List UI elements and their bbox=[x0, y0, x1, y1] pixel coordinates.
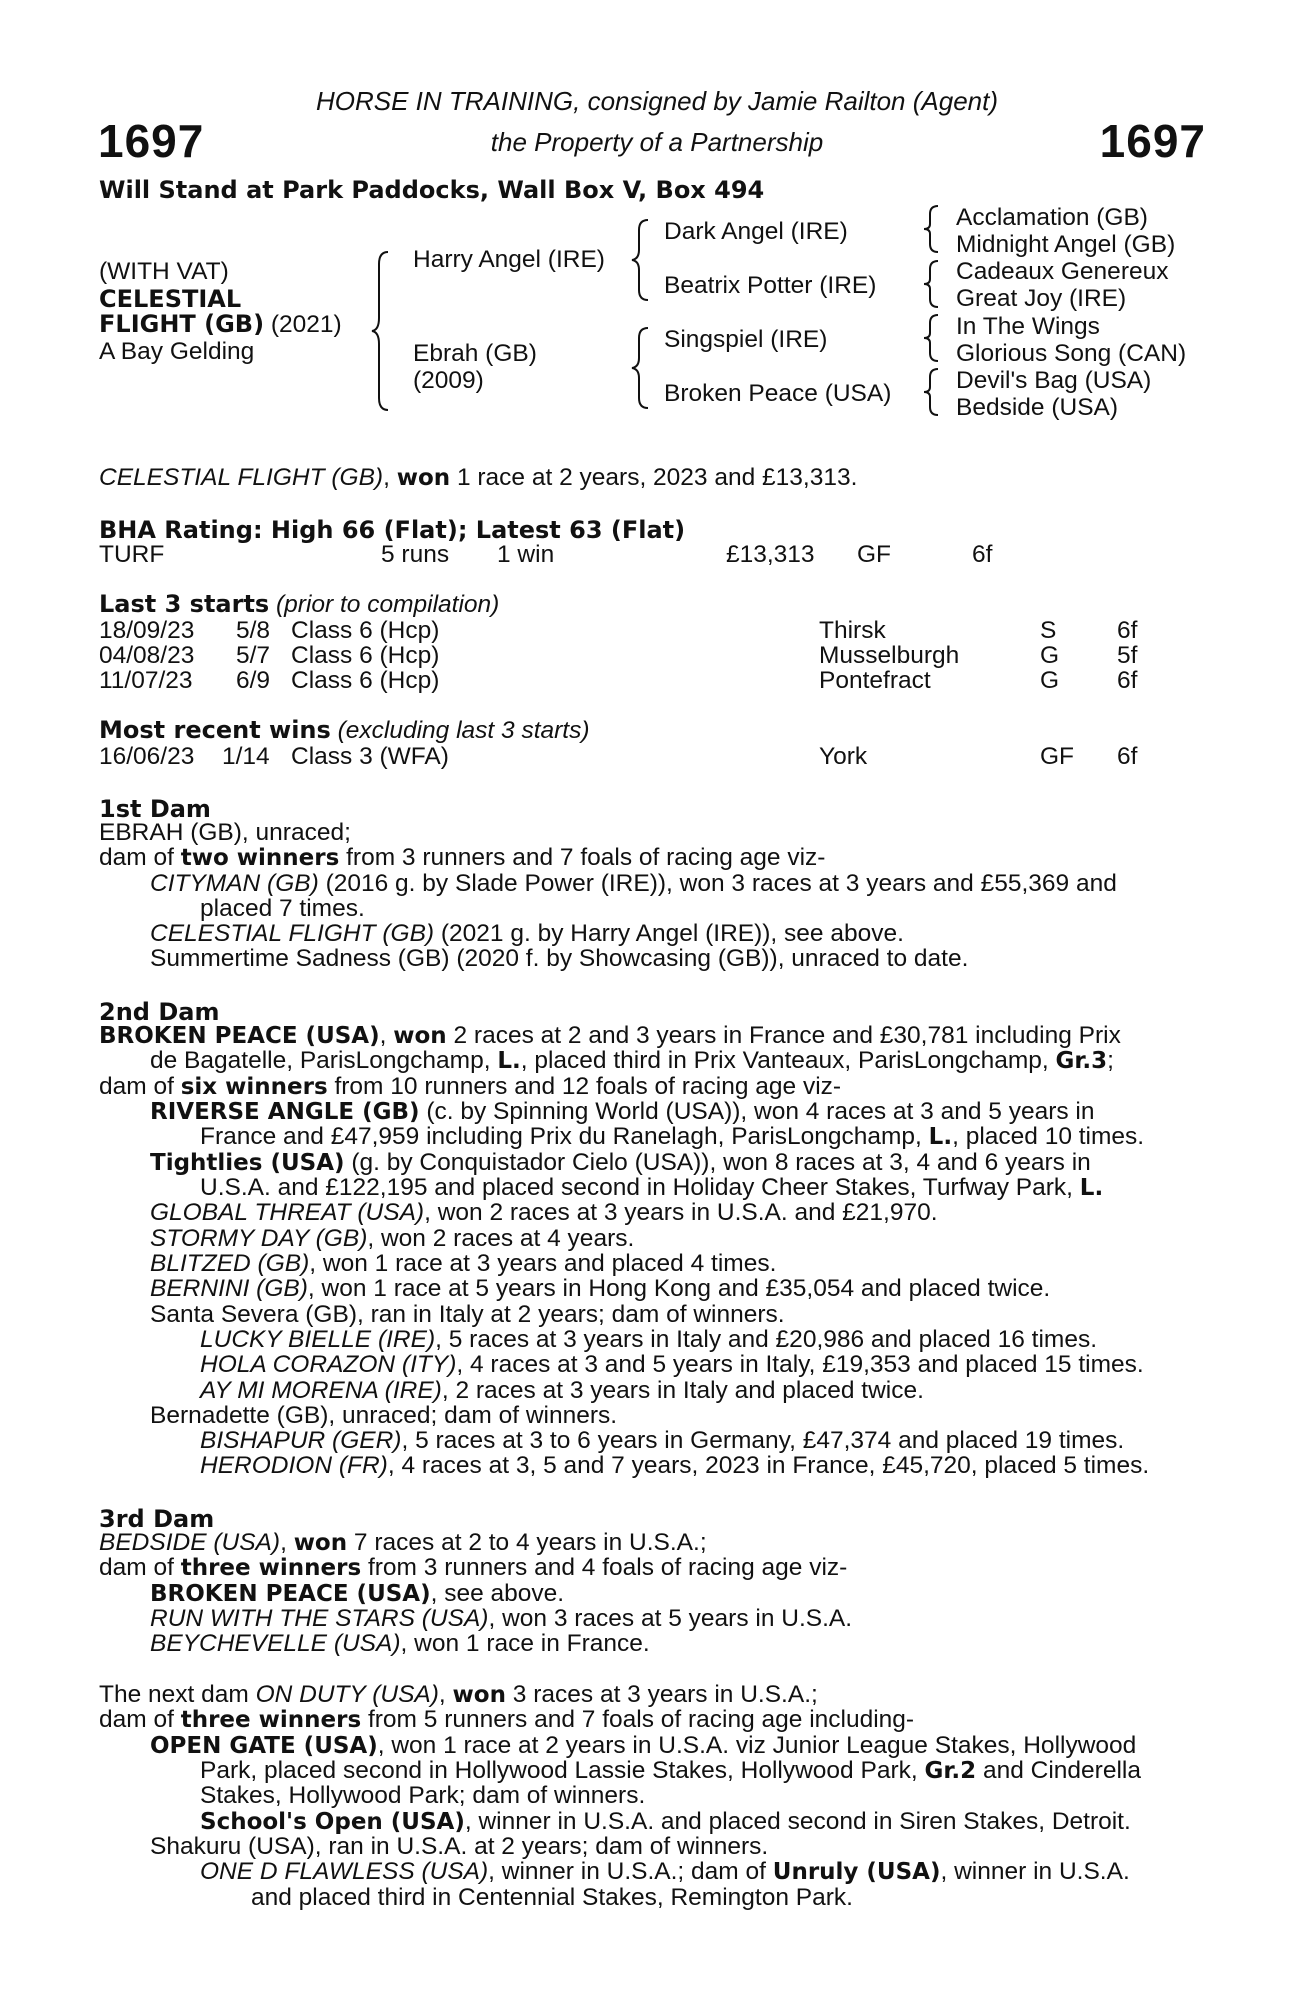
text-run: RUN WITH THE STARS (USA) bbox=[150, 1605, 489, 1632]
text-run: (2016 g. by Slade Power (IRE)), won 3 races at 3 years and £55,369 and bbox=[318, 870, 1117, 897]
dam3-line bbox=[99, 1555, 847, 1582]
nextdam-line: Shakuru (USA), ran in U.S.A. at 2 years; dam of winners. bbox=[150, 1833, 769, 1860]
text-run: France and £47,959 including Prix du Ranelagh, ParisLongchamp, bbox=[200, 1123, 929, 1150]
last3-row-dist: 5f bbox=[1117, 642, 1138, 669]
recent-row-date: 16/06/23 bbox=[99, 743, 195, 770]
text-run: three winners bbox=[180, 1555, 362, 1581]
recent-note: (excluding last 3 starts) bbox=[330, 717, 590, 744]
vat-note: (WITH VAT) bbox=[99, 258, 229, 285]
text-run: STORMY DAY (GB) bbox=[150, 1225, 368, 1252]
text-run: OPEN GATE (USA) bbox=[150, 1733, 378, 1759]
sire-sire: Dark Angel (IRE) bbox=[664, 218, 848, 245]
pedigree-brace-1 bbox=[370, 250, 392, 412]
text-run: BROKEN PEACE (USA) bbox=[150, 1581, 431, 1607]
text-run: de Bagatelle, ParisLongchamp, bbox=[150, 1047, 498, 1074]
ped-ssd: Midnight Angel (GB) bbox=[956, 231, 1176, 258]
text-run: (c. by Spinning World (USA)), won 4 races at 3 and 5 years in bbox=[419, 1098, 1095, 1125]
summary-rest: 1 race at 2 years, 2023 and £13,313. bbox=[450, 464, 858, 491]
dam-name: Ebrah (GB) bbox=[413, 340, 537, 367]
nextdam-line bbox=[200, 1859, 1130, 1886]
text-run: BEDSIDE (USA) bbox=[99, 1529, 281, 1556]
last3-row-pos: 6/9 bbox=[236, 667, 271, 694]
dam2-heading: 2nd Dam bbox=[99, 998, 220, 1026]
last3-row-date: 04/08/23 bbox=[99, 642, 195, 669]
text-run: , won 2 races at 4 years. bbox=[367, 1225, 635, 1252]
rating-runs: 5 runs bbox=[381, 541, 450, 568]
text-run: (g. by Conquistador Cielo (USA)), won 8 races at 3, 4 and 6 years in bbox=[344, 1149, 1091, 1176]
last3-row-date: 18/09/23 bbox=[99, 617, 195, 644]
text-run: HERODION (FR) bbox=[200, 1452, 388, 1479]
horse-name-line2 bbox=[99, 312, 342, 338]
text-run: from 10 runners and 12 foals of racing age viz- bbox=[327, 1073, 842, 1100]
text-run: , won 2 races at 3 years in U.S.A. and £21,970. bbox=[424, 1199, 938, 1226]
nextdam-line: Stakes, Hollywood Park; dam of winners. bbox=[200, 1782, 646, 1809]
text-run: dam of bbox=[99, 1073, 181, 1100]
dam1-line: Summertime Sadness (GB) (2020 f. by Showcasing (GB)), unraced to date. bbox=[150, 945, 969, 972]
text-run: two winners bbox=[180, 845, 340, 871]
text-run: LUCKY BIELLE (IRE) bbox=[200, 1326, 436, 1353]
text-run: dam of bbox=[99, 1554, 181, 1581]
text-run: won bbox=[452, 1682, 506, 1708]
dam2-line bbox=[99, 1023, 1121, 1050]
last3-row-course: Thirsk bbox=[819, 617, 886, 644]
summary-won: won bbox=[396, 465, 451, 491]
dam-year: (2009) bbox=[413, 367, 484, 394]
text-run: , bbox=[379, 1022, 394, 1049]
ped-ddd: Bedside (USA) bbox=[956, 394, 1119, 421]
dam2-line: Bernadette (GB), unraced; dam of winners. bbox=[150, 1402, 618, 1429]
dam2-line bbox=[150, 1200, 938, 1226]
dam2-line bbox=[150, 1226, 634, 1252]
rating-wins: 1 win bbox=[497, 541, 555, 568]
text-run: , 5 races at 3 years in Italy and £20,986 and placed 16 times. bbox=[435, 1326, 1098, 1353]
text-run: School's Open (USA) bbox=[200, 1809, 465, 1835]
dam3-heading: 3rd Dam bbox=[99, 1505, 215, 1533]
lot-number-left: 1697 bbox=[98, 115, 205, 167]
text-run: Tightlies (USA) bbox=[150, 1150, 345, 1176]
text-run: , won 1 race at 3 years and placed 4 times. bbox=[309, 1250, 777, 1277]
sire-dam: Beatrix Potter (IRE) bbox=[664, 272, 877, 299]
last3-row-dist: 6f bbox=[1117, 667, 1138, 694]
text-run: ON DUTY (USA) bbox=[255, 1681, 439, 1708]
text-run: , 4 races at 3 and 5 years in Italy, £19,353 and placed 15 times. bbox=[456, 1351, 1144, 1378]
dam-dam: Broken Peace (USA) bbox=[664, 380, 892, 407]
text-run: AY MI MORENA (IRE) bbox=[200, 1377, 442, 1404]
text-run: CITYMAN (GB) bbox=[150, 870, 319, 897]
text-run: three winners bbox=[180, 1707, 362, 1733]
text-run: BROKEN PEACE (USA) bbox=[99, 1023, 380, 1049]
pedigree-brace-5 bbox=[922, 259, 942, 309]
header-line-2: the Property of a Partnership bbox=[490, 127, 824, 157]
rating-prize: £13,313 bbox=[726, 541, 815, 568]
text-run: from 5 runners and 7 foals of racing age including- bbox=[361, 1706, 915, 1733]
text-run: six winners bbox=[180, 1074, 328, 1100]
text-run: , 5 races at 3 to 6 years in Germany, £47,374 and placed 19 times. bbox=[401, 1427, 1125, 1454]
last3-row-date: 11/07/23 bbox=[99, 667, 193, 694]
horse-year: (2021) bbox=[264, 311, 342, 338]
pedigree-brace-7 bbox=[922, 367, 942, 417]
dam3-line bbox=[150, 1581, 564, 1608]
text-run: , placed third in Prix Vanteaux, ParisLongchamp, bbox=[520, 1047, 1056, 1074]
recent-row-pos: 1/14 bbox=[222, 743, 270, 770]
recent-row-dist: 6f bbox=[1117, 743, 1138, 770]
last3-row-course: Pontefract bbox=[819, 667, 931, 694]
dam2-line bbox=[200, 1428, 1124, 1454]
dam1-heading: 1st Dam bbox=[99, 795, 211, 823]
text-run: BERNINI (GB) bbox=[150, 1275, 308, 1302]
dam1-line bbox=[150, 871, 1117, 897]
nextdam-line bbox=[200, 1809, 1131, 1836]
last3-heading bbox=[99, 592, 499, 618]
last3-title: Last 3 starts bbox=[99, 590, 270, 618]
dam2-line: Santa Severa (GB), ran in Italy at 2 years; dam of winners. bbox=[150, 1301, 785, 1328]
last3-row-class: Class 6 (Hcp) bbox=[291, 667, 440, 694]
text-run: (2021 g. by Harry Angel (IRE)), see above. bbox=[434, 920, 904, 947]
dam2-line bbox=[150, 1048, 1114, 1075]
text-run: CELESTIAL FLIGHT (GB) bbox=[150, 920, 435, 947]
text-run: BLITZED (GB) bbox=[150, 1250, 310, 1277]
text-run: , winner in U.S.A. bbox=[940, 1858, 1130, 1885]
text-run: dam of bbox=[99, 1706, 181, 1733]
stand-location: Will Stand at Park Paddocks, Wall Box V, Box 494 bbox=[99, 176, 765, 204]
header-line-1: HORSE IN TRAINING, consigned by Jamie Railton (Agent) bbox=[315, 86, 999, 116]
last3-row-going: G bbox=[1040, 667, 1060, 694]
dam2-line bbox=[150, 1276, 1050, 1302]
dam1-line: placed 7 times. bbox=[200, 895, 365, 922]
sire-name: Harry Angel (IRE) bbox=[413, 246, 605, 273]
rating-going: GF bbox=[857, 541, 892, 568]
ped-dss: In The Wings bbox=[956, 313, 1100, 340]
text-run: dam of bbox=[99, 844, 181, 871]
bha-rating: BHA Rating: High 66 (Flat); Latest 63 (Flat) bbox=[99, 516, 686, 544]
dam1-line: EBRAH (GB), unraced; bbox=[99, 819, 351, 846]
text-run: RIVERSE ANGLE (GB) bbox=[150, 1099, 420, 1125]
text-run: won bbox=[293, 1530, 348, 1556]
text-run: , winner in U.S.A.; dam of bbox=[488, 1858, 773, 1885]
dam2-line bbox=[200, 1327, 1097, 1353]
pedigree-brace-3 bbox=[630, 326, 652, 410]
last3-row-course: Musselburgh bbox=[819, 642, 960, 669]
last3-row-pos: 5/7 bbox=[236, 642, 271, 669]
text-run: from 3 runners and 4 foals of racing age viz- bbox=[361, 1554, 848, 1581]
nextdam-line: and placed third in Centennial Stakes, Remington Park. bbox=[251, 1884, 853, 1911]
text-run: 7 races at 2 to 4 years in U.S.A.; bbox=[347, 1529, 707, 1556]
dam2-line bbox=[200, 1175, 1103, 1202]
dam3-line bbox=[150, 1631, 650, 1657]
nextdam-line bbox=[200, 1758, 1141, 1785]
text-run: ONE D FLAWLESS (USA) bbox=[200, 1858, 489, 1885]
text-run: BEYCHEVELLE (USA) bbox=[150, 1630, 401, 1657]
dam2-line bbox=[150, 1150, 1091, 1177]
text-run: L. bbox=[928, 1124, 953, 1150]
recent-heading bbox=[99, 718, 590, 744]
text-run: , won 1 race in France. bbox=[400, 1630, 650, 1657]
dam2-line bbox=[200, 1378, 924, 1404]
nextdam-line bbox=[99, 1682, 818, 1709]
text-run: L. bbox=[1079, 1175, 1104, 1201]
rating-distance: 6f bbox=[972, 541, 993, 568]
rating-surface: TURF bbox=[99, 541, 165, 568]
text-run: L. bbox=[497, 1048, 521, 1074]
text-run: Park, placed second in Hollywood Lassie Stakes, Hollywood Park, bbox=[200, 1757, 925, 1784]
dam2-line bbox=[99, 1074, 841, 1101]
text-run: , won 1 race at 5 years in Hong Kong and £35,054 and placed twice. bbox=[307, 1275, 1051, 1302]
ped-sdd: Great Joy (IRE) bbox=[956, 285, 1127, 312]
horse-name-1: CELESTIAL bbox=[99, 285, 242, 313]
dam2-line bbox=[200, 1453, 1149, 1479]
dam2-line bbox=[200, 1352, 1144, 1378]
text-run: GLOBAL THREAT (USA) bbox=[150, 1199, 425, 1226]
horse-name-2: FLIGHT (GB) bbox=[99, 310, 265, 338]
last3-row-going: S bbox=[1040, 617, 1057, 644]
dam3-line bbox=[99, 1530, 707, 1557]
last3-row-class: Class 6 (Hcp) bbox=[291, 642, 440, 669]
text-run: , winner in U.S.A. and placed second in Siren Stakes, Detroit. bbox=[464, 1808, 1131, 1835]
recent-title: Most recent wins bbox=[99, 716, 331, 744]
text-run: Unruly (USA) bbox=[772, 1859, 941, 1885]
dam3-line bbox=[150, 1606, 852, 1632]
text-run: , bbox=[438, 1681, 453, 1708]
text-run: from 3 runners and 7 foals of racing age viz- bbox=[339, 844, 826, 871]
text-run: won bbox=[393, 1023, 447, 1049]
lot-number-right: 1697 bbox=[1099, 115, 1206, 167]
dam2-line bbox=[150, 1099, 1094, 1126]
text-run: and Cinderella bbox=[976, 1757, 1141, 1784]
nextdam-line bbox=[99, 1707, 914, 1734]
summary-name: CELESTIAL FLIGHT (GB) bbox=[99, 464, 384, 491]
ped-dsd: Glorious Song (CAN) bbox=[956, 340, 1187, 367]
dam-sire: Singspiel (IRE) bbox=[664, 326, 828, 353]
text-run: HOLA CORAZON (ITY) bbox=[200, 1351, 457, 1378]
last3-note: (prior to compilation) bbox=[269, 591, 500, 618]
race-summary: CELESTIAL FLIGHT (GB), won 1 race at 2 years, 2023 and £13,313. bbox=[99, 464, 858, 491]
text-run: 2 races at 2 and 3 years in France and £30,781 including Prix bbox=[446, 1022, 1121, 1049]
text-run: , see above. bbox=[430, 1580, 565, 1607]
last3-row-dist: 6f bbox=[1117, 617, 1138, 644]
text-run: , won 3 races at 5 years in U.S.A. bbox=[488, 1605, 853, 1632]
text-run: Gr.3 bbox=[1055, 1048, 1108, 1074]
text-run: 3 races at 3 years in U.S.A.; bbox=[505, 1681, 818, 1708]
dam2-line bbox=[150, 1251, 776, 1277]
last3-row-going: G bbox=[1040, 642, 1060, 669]
text-run: , placed 10 times. bbox=[952, 1123, 1145, 1150]
pedigree-brace-2 bbox=[630, 218, 652, 302]
text-run: BISHAPUR (GER) bbox=[200, 1427, 402, 1454]
text-run: , won 1 race at 2 years in U.S.A. viz Junior League Stakes, Hollywood bbox=[377, 1732, 1137, 1759]
text-run: The next dam bbox=[99, 1681, 256, 1708]
ped-dds: Devil's Bag (USA) bbox=[956, 367, 1152, 394]
ped-sds: Cadeaux Genereux bbox=[956, 258, 1169, 285]
pedigree-brace-4 bbox=[922, 204, 942, 254]
text-run: , 4 races at 3, 5 and 7 years, 2023 in France, £45,720, placed 5 times. bbox=[387, 1452, 1150, 1479]
text-run: U.S.A. and £122,195 and placed second in Holiday Cheer Stakes, Turfway Park, bbox=[200, 1174, 1080, 1201]
nextdam-line bbox=[150, 1733, 1136, 1760]
pedigree-brace-6 bbox=[922, 313, 942, 363]
text-run: , 2 races at 3 years in Italy and placed twice. bbox=[441, 1377, 924, 1404]
last3-row-pos: 5/8 bbox=[236, 617, 271, 644]
recent-row-class: Class 3 (WFA) bbox=[291, 743, 449, 770]
text-run: ; bbox=[1107, 1047, 1114, 1074]
dam1-line bbox=[99, 845, 825, 872]
recent-row-course: York bbox=[819, 743, 868, 770]
recent-row-going: GF bbox=[1040, 743, 1075, 770]
last3-row-class: Class 6 (Hcp) bbox=[291, 617, 440, 644]
text-run: Gr.2 bbox=[924, 1758, 977, 1784]
dam1-line bbox=[150, 921, 904, 947]
text-run: , bbox=[280, 1529, 294, 1556]
ped-sss: Acclamation (GB) bbox=[956, 204, 1148, 231]
horse-description: A Bay Gelding bbox=[99, 338, 255, 365]
dam2-line bbox=[200, 1124, 1144, 1151]
